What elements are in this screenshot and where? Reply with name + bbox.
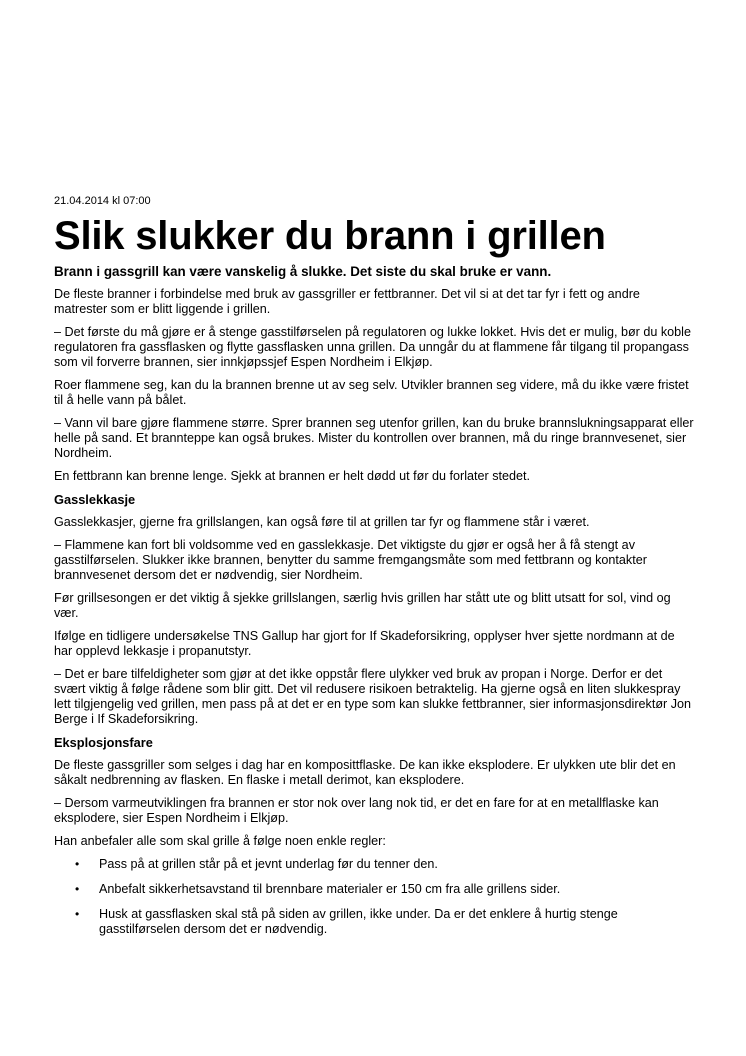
bullet-icon: • bbox=[75, 907, 80, 921]
bullet-icon: • bbox=[75, 857, 80, 871]
paragraph: – Det første du må gjøre er å stenge gasstilførselen på regulatoren og lukke lokket. Hvis det er mulig, bør du koble regulatoren fra gassflasken og flytte gassflasken unna grillen. Da unngår du at flammene får tilgang til propangass som vil forverre brannen, sier innkjøpssjef Espen Nordheim i Elkjøp. bbox=[54, 325, 691, 369]
section-heading-gasslekkasje: Gasslekkasje bbox=[54, 492, 136, 507]
article-title: Slik slukker du brann i grillen bbox=[54, 214, 606, 258]
rules-list bbox=[54, 857, 694, 937]
paragraph: Ifølge en tidligere undersøkelse TNS Gallup har gjort for If Skadeforsikring, opplyser hver sjette nordmann at de har opplevd lekkasje i propanutstyr. bbox=[54, 629, 675, 658]
paragraph: Før grillsesongen er det viktig å sjekke grillslangen, særlig hvis grillen har stått ute og blitt utsatt for sol, vind og vær. bbox=[54, 591, 671, 620]
list-item-text: Husk at gassflasken skal stå på siden av grillen, ikke under. Da er det enklere å hurtig stenge gasstilførselen dersom det er nødvendig. bbox=[99, 907, 618, 936]
section-heading-eksplosjonsfare: Eksplosjonsfare bbox=[54, 735, 153, 750]
paragraph: Han anbefaler alle som skal grille å følge noen enkle regler: bbox=[54, 834, 386, 848]
paragraph: En fettbrann kan brenne lenge. Sjekk at brannen er helt dødd ut før du forlater stedet. bbox=[54, 469, 531, 483]
list-item-text: Pass på at grillen står på et jevnt underlag før du tenner den. bbox=[99, 857, 438, 871]
paragraph: De fleste gassgriller som selges i dag har en komposittflaske. De kan ikke eksplodere. Er ulykken ute blir det en såkalt nedbrenning av flasken. En flaske i metall derimot, kan eksplodere. bbox=[54, 758, 676, 787]
list-item bbox=[54, 882, 694, 897]
bullet-icon: • bbox=[75, 882, 80, 896]
article-lead: Brann i gassgrill kan være vanskelig å slukke. Det siste du skal bruke er vann. bbox=[54, 264, 552, 279]
paragraph: De fleste branner i forbindelse med bruk av gassgriller er fettbranner. Det vil si at det tar fyr i fett og andre matrester som er blitt liggende i grillen. bbox=[54, 287, 640, 316]
paragraph: – Det er bare tilfeldigheter som gjør at det ikke oppstår flere ulykker ved bruk av propan i Norge. Derfor er det svært viktig å følge rådene som blir gitt. Det vil redusere risikoen betraktelig. Ha gjerne også en liten slukkespray lett tilgjengelig ved grillen, men pass på at det er en type som kan slukke fettbranner, sier informasjonsdirektør Jon Berge i If Skadeforsikring. bbox=[54, 667, 692, 726]
publish-date: 21.04.2014 kl 07:00 bbox=[54, 195, 151, 207]
list-item bbox=[54, 907, 694, 937]
paragraph: Roer flammene seg, kan du la brannen brenne ut av seg selv. Utvikler brannen seg videre, må du ikke være fristet til å helle vann på bålet. bbox=[54, 378, 689, 407]
paragraph: Gasslekkasjer, gjerne fra grillslangen, kan også føre til at grillen tar fyr og flammene står i været. bbox=[54, 515, 590, 529]
paragraph: – Vann vil bare gjøre flammene større. Sprer brannen seg utenfor grillen, kan du bruke brannslukningsapparat eller helle på sand. Et brannteppe kan også brukes. Mister du kontrollen over brannen, må du ringe brannvesenet, sier Nordheim. bbox=[54, 416, 694, 460]
article bbox=[54, 195, 694, 947]
paragraph: – Dersom varmeutviklingen fra brannen er stor nok over lang nok tid, er det en fare for at en metallflaske kan eksplodere, sier Espen Nordheim i Elkjøp. bbox=[54, 796, 659, 825]
paragraph: – Flammene kan fort bli voldsomme ved en gasslekkasje. Det viktigste du gjør er også her å få stengt av gasstilførselen. Slukker ikke brannen, benytter du samme fremgangsmåte som med fettbrann og kontakter brannvesenet dersom det er nødvendig, sier Nordheim. bbox=[54, 538, 647, 582]
list-item-text: Anbefalt sikkerhetsavstand til brennbare materialer er 150 cm fra alle grillens sider. bbox=[99, 882, 561, 896]
list-item bbox=[54, 857, 694, 872]
